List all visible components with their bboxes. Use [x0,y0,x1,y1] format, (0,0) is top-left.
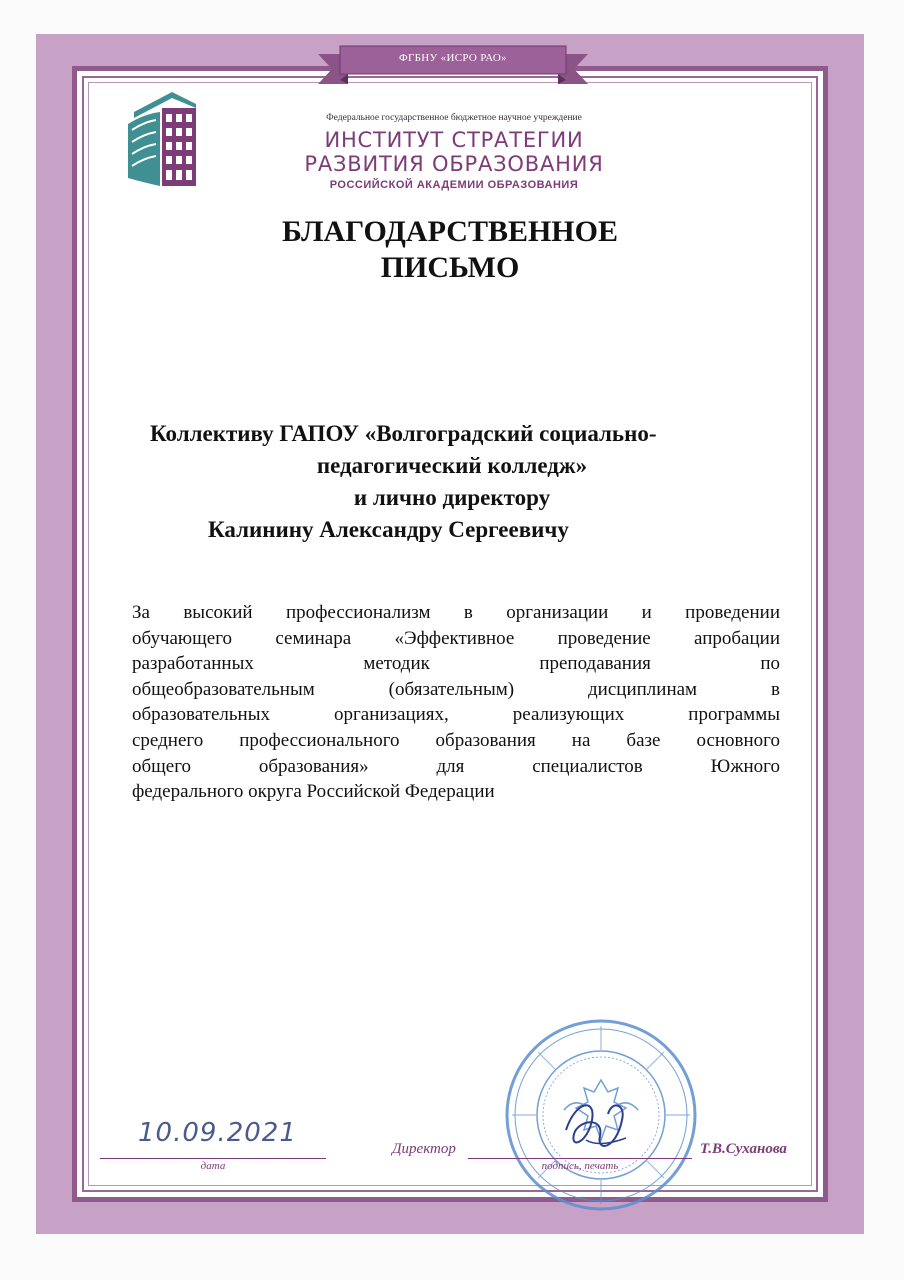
director-label: Директор [392,1141,456,1157]
recipient-line3: и лично директору [353,485,551,510]
recipient-line1: Коллективу ГАПОУ «Волгоградский социально- [150,421,657,446]
ribbon-text: ФГБНУ «ИСРО РАО» [399,52,507,64]
document-title-line2: ПИСЬМО [380,251,520,284]
organization-name-line1: ИНСТИТУТ СТРАТЕГИИ [324,128,584,152]
signature-underline [468,1158,692,1159]
body-line: общеобразовательным (обязательным) дисциплинам в [132,678,780,700]
document-title-line1: БЛАГОДАРСТВЕННОЕ [282,215,618,248]
body-line: образовательных организациях, реализующих программы [132,704,780,726]
organization-name-line2: РАЗВИТИЯ ОБРАЗОВАНИЯ [304,152,604,176]
recipient-line4: Калинину Александру Сергеевичу [208,517,569,542]
organization-name-line3: РОССИЙСКОЙ АКАДЕМИИ ОБРАЗОВАНИЯ [329,179,579,191]
body-line: обучающего семинара «Эффективное проведение апробации [132,627,780,649]
body-line: За высокий профессионализм в организации и проведении [132,602,780,623]
date-value: 10.09.2021 [138,1118,297,1148]
body-line: федерального округа Российской Федерации [132,781,495,803]
signer-name: Т.В.Суханова [700,1141,787,1157]
organization-subtitle: Федеральное государственное бюджетное научное учреждение [326,113,582,123]
handwritten-signature-icon [556,1090,636,1160]
recipient-block [120,418,784,546]
body-paragraph [132,600,780,805]
date-underline [100,1158,326,1159]
body-line: разработанных методик преподавания по [132,653,780,675]
date-caption: дата [200,1160,226,1172]
recipient-line2: педагогический колледж» [316,453,588,478]
body-line: общего образования» для специалистов Южного [132,755,780,777]
signature-caption: подпись, печать [541,1160,619,1172]
body-line: среднего профессионального образования на базе основного [132,729,780,751]
institute-building-icon [124,90,198,188]
document-title [200,214,700,286]
